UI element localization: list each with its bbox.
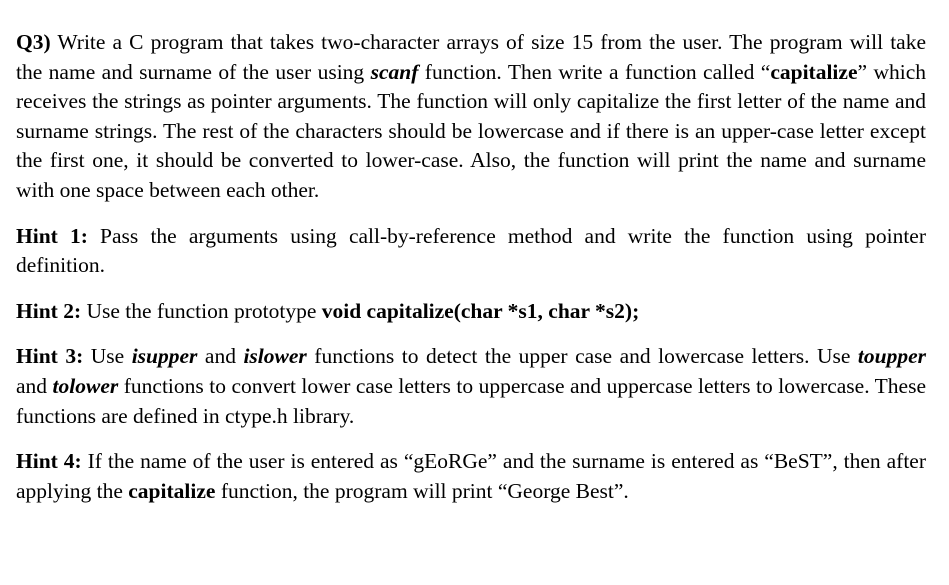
hint-3-text-2: and: [197, 344, 244, 369]
hint-3-paragraph: [16, 342, 926, 431]
question-text-2: function. Then write a function called “: [418, 59, 771, 84]
capitalize-term: capitalize: [770, 59, 858, 84]
hint-2-text: Use the function prototype: [81, 298, 322, 323]
hint-1-paragraph: [16, 222, 926, 281]
hint-2-label: Hint 2:: [16, 298, 82, 323]
capitalize-term-hint-4: capitalize: [128, 478, 216, 503]
hint-1-text: Pass the arguments using call-by-reference method and write the function using pointer definition.: [16, 223, 926, 278]
hint-3-text-4: and: [16, 373, 53, 398]
islower-term: islower: [243, 344, 307, 369]
question-number: Q3): [16, 30, 51, 54]
toupper-term: toupper: [857, 344, 926, 369]
hint-4-paragraph: [16, 447, 926, 506]
tolower-term: tolower: [52, 373, 119, 398]
hint-1-label: Hint 1:: [16, 223, 88, 248]
hint-3-text-3: functions to detect the upper case and lowercase letters. Use: [306, 344, 858, 369]
hint-4-text-2: function, the program will print “George Best”.: [215, 478, 629, 503]
hint-3-text-1: Use: [83, 344, 132, 369]
hint-2-paragraph: [16, 297, 926, 327]
hint-3-text-5: functions to convert lower case letters to uppercase and uppercase letters to lowercase. These functions are defined in ctype.h library.: [16, 373, 927, 428]
hint-4-label: Hint 4:: [16, 449, 82, 474]
function-prototype: void capitalize(char *s1, char *s2);: [321, 298, 640, 323]
question-text-3: ” which receives the strings as pointer arguments. The function will only capitalize the first letter of the name and surname strings. The rest of the characters should be lowercase and if there is an upper-case letter except the first one, it should be converted to lower-case. Also, the function will print the name and surname with one space between each other.: [16, 59, 926, 202]
assignment-document: [16, 28, 926, 506]
question-text-1: Write a C program that takes two-character arrays of size 15 from the user. The program will take the name and surname of the user using: [16, 30, 926, 84]
question-paragraph: [16, 28, 926, 206]
isupper-term: isupper: [131, 344, 198, 369]
hint-4-text-1: If the name of the user is entered as “gEoRGe” and the surname is entered as “BeST”, then after applying the: [16, 449, 926, 503]
scanf-term: scanf: [370, 59, 419, 84]
hint-3-label: Hint 3:: [16, 344, 84, 369]
